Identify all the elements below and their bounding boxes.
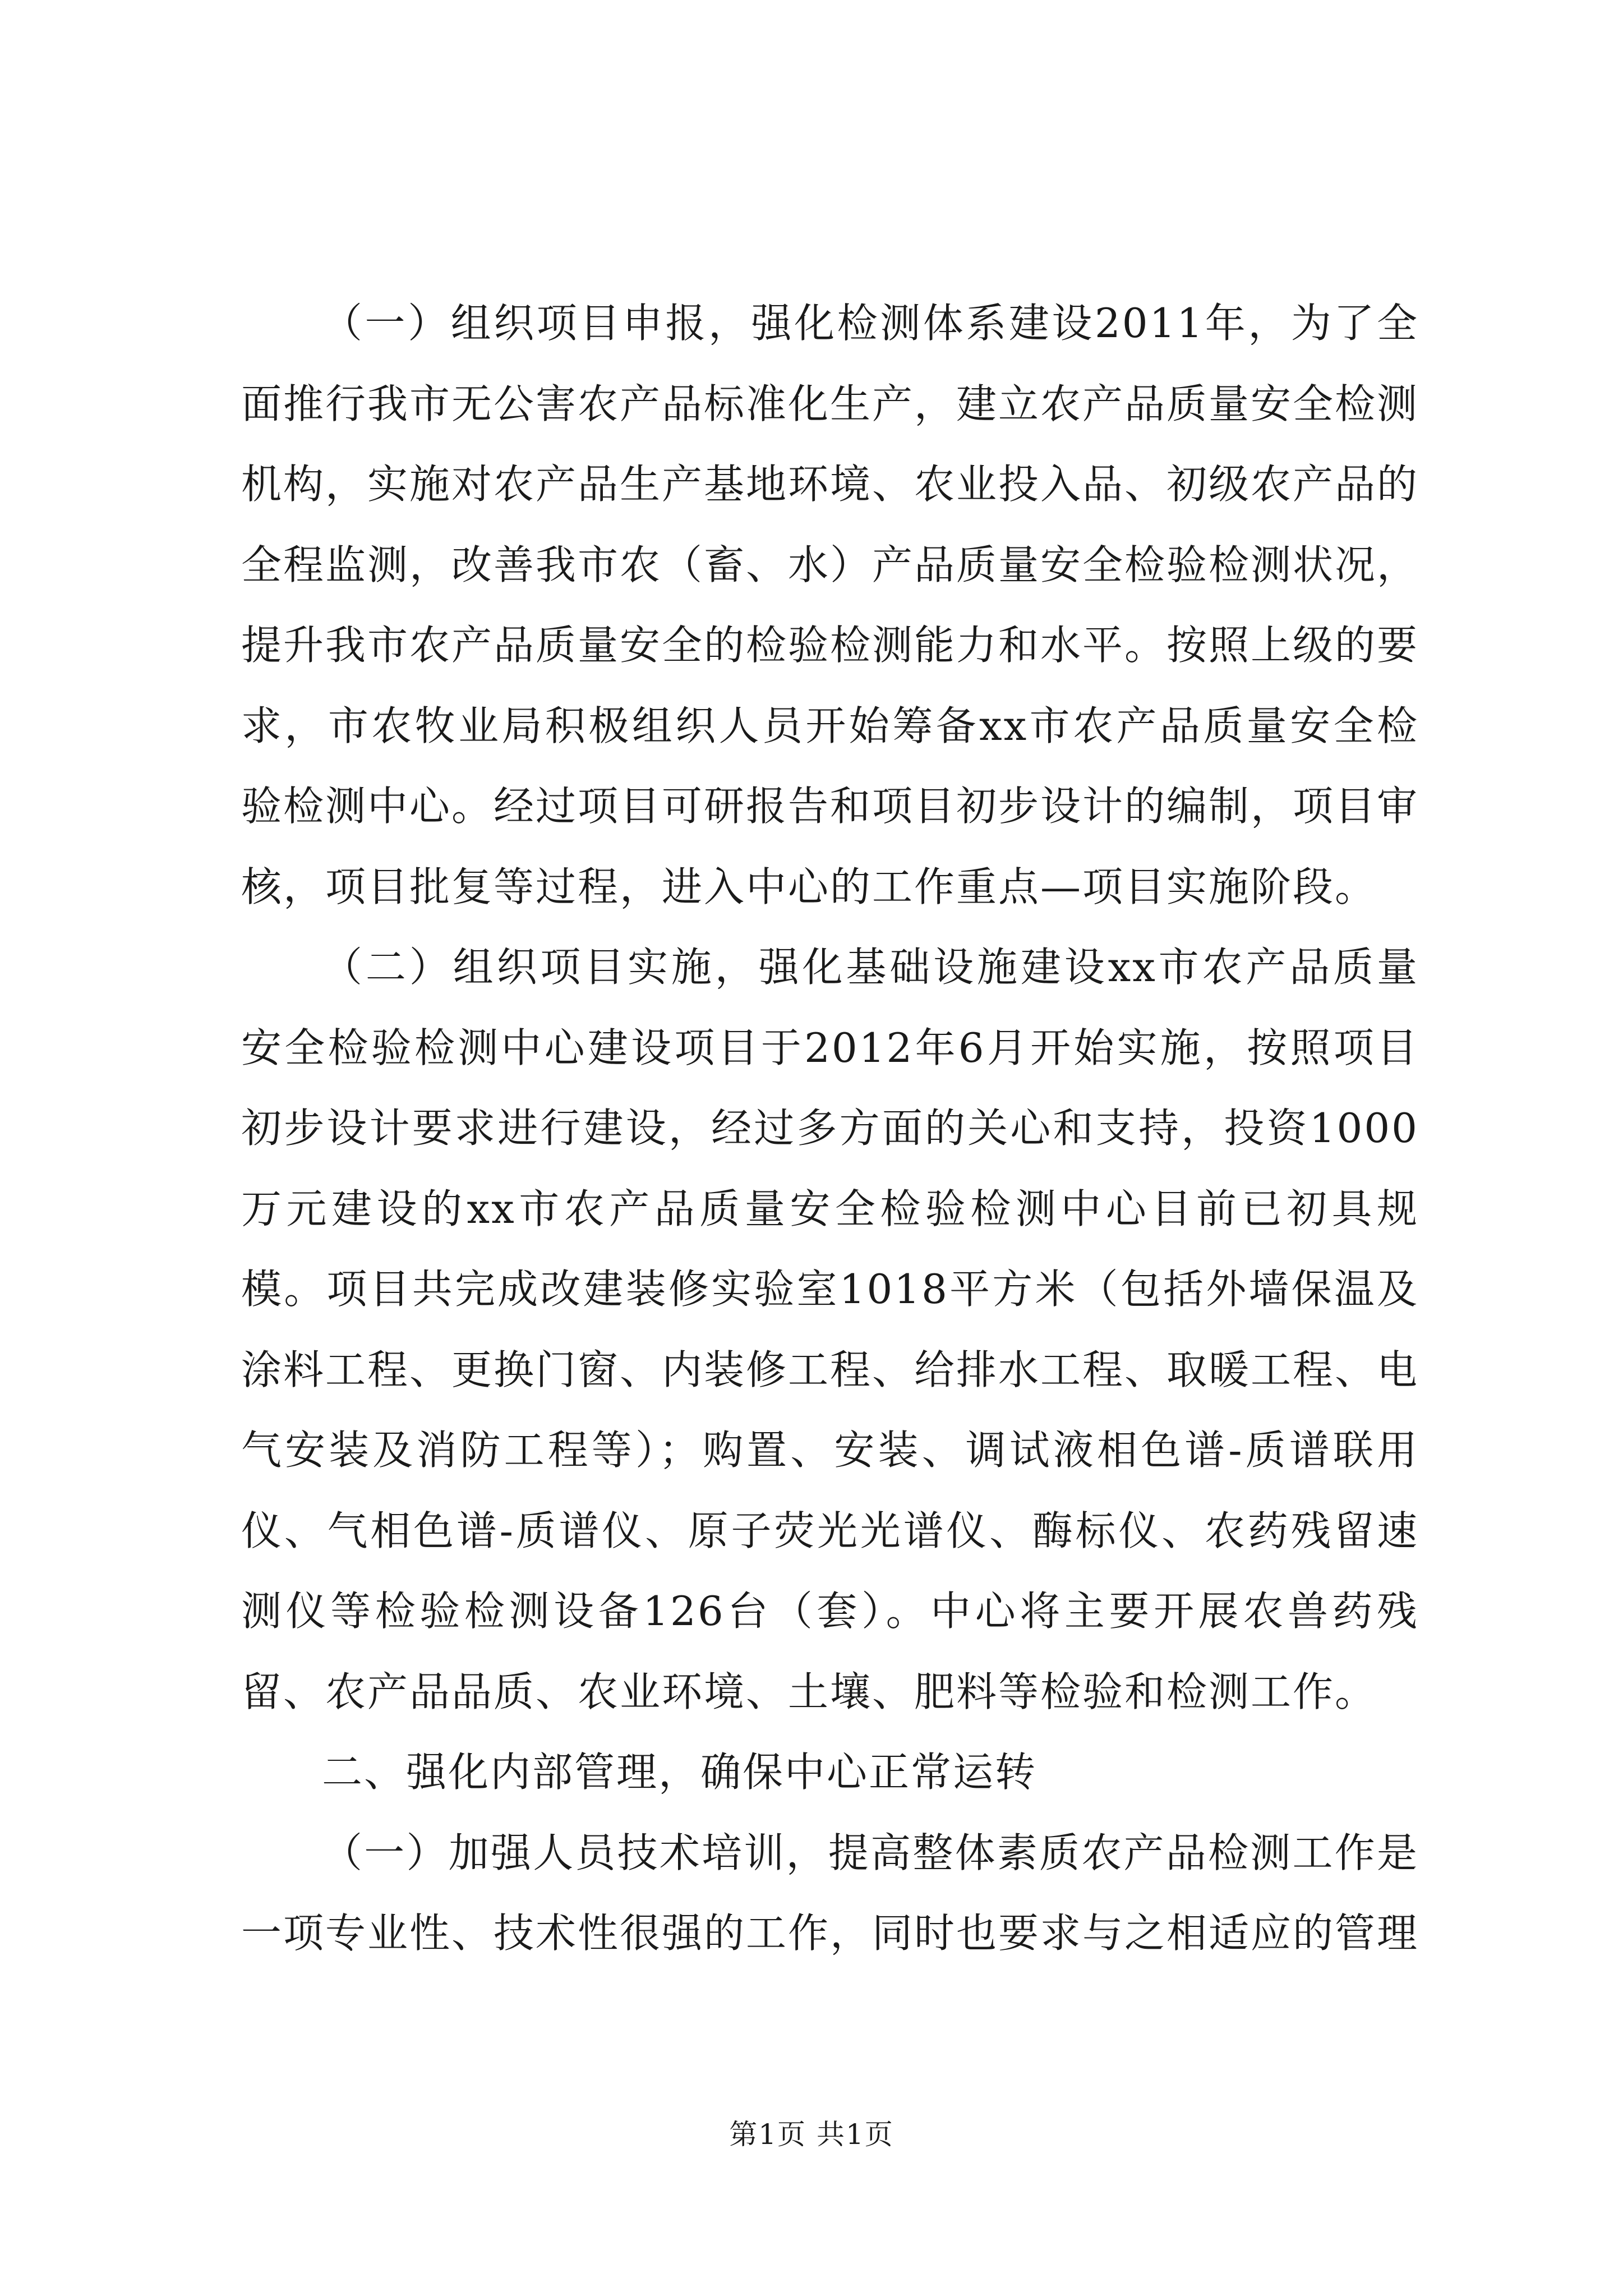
paragraph-1: （一）组织项目申报，强化检测体系建设2011年，为了全面推行我市无公害农产品标准化生产，建立农产品质量安全检测机构，实施对农产品生产基地环境、农业投入品、初级农产品的全程监测，改善我市农（畜、水）产品质量安全检验检测状况，提升我市农产品质量安全的检验检测能力和水平。按照上级的要求，市农牧业局积极组织人员开始筹备xx市农产品质量安全检验检测中心。经过项目可研报告和项目初步设计的编制，项目审核，项目批复等过程，进入中心的工作重点—项目实施阶段。 xyxy=(241,300,1419,910)
paragraph-2: （二）组织项目实施，强化基础设施建设xx市农产品质量安全检验检测中心建设项目于2012年6月开始实施，按照项目初步设计要求进行建设，经过多方面的关心和支持，投资1000万元建设的xx市农产品质量安全检验检测中心目前已初具规模。项目共完成改建装修实验室1018平方米（包括外墙保温及涂料工程、更换门窗、内装修工程、给排水工程、取暖工程、电气安装及消防工程等）；购置、安装、调试液相色谱-质谱联用仪、气相色谱-质谱仪、原子荧光光谱仪、酶标仪、农药残留速测仪等检验检测设备126台（套）。中心将主要开展农兽药残留、农产品品质、农业环境、土壤、肥料等检验和检测工作。 xyxy=(241,944,1419,1715)
page-footer: 第1页 共1页 xyxy=(729,2118,894,2151)
paragraph-3: （一）加强人员技术培训，提高整体素质农产品检测工作是一项专业性、技术性很强的工作，同时也要求与之相适应的管理 xyxy=(241,1829,1419,1957)
section-heading: 二、强化内部管理，确保中心正常运转 xyxy=(322,1749,1038,1796)
document-body xyxy=(241,283,1419,1974)
